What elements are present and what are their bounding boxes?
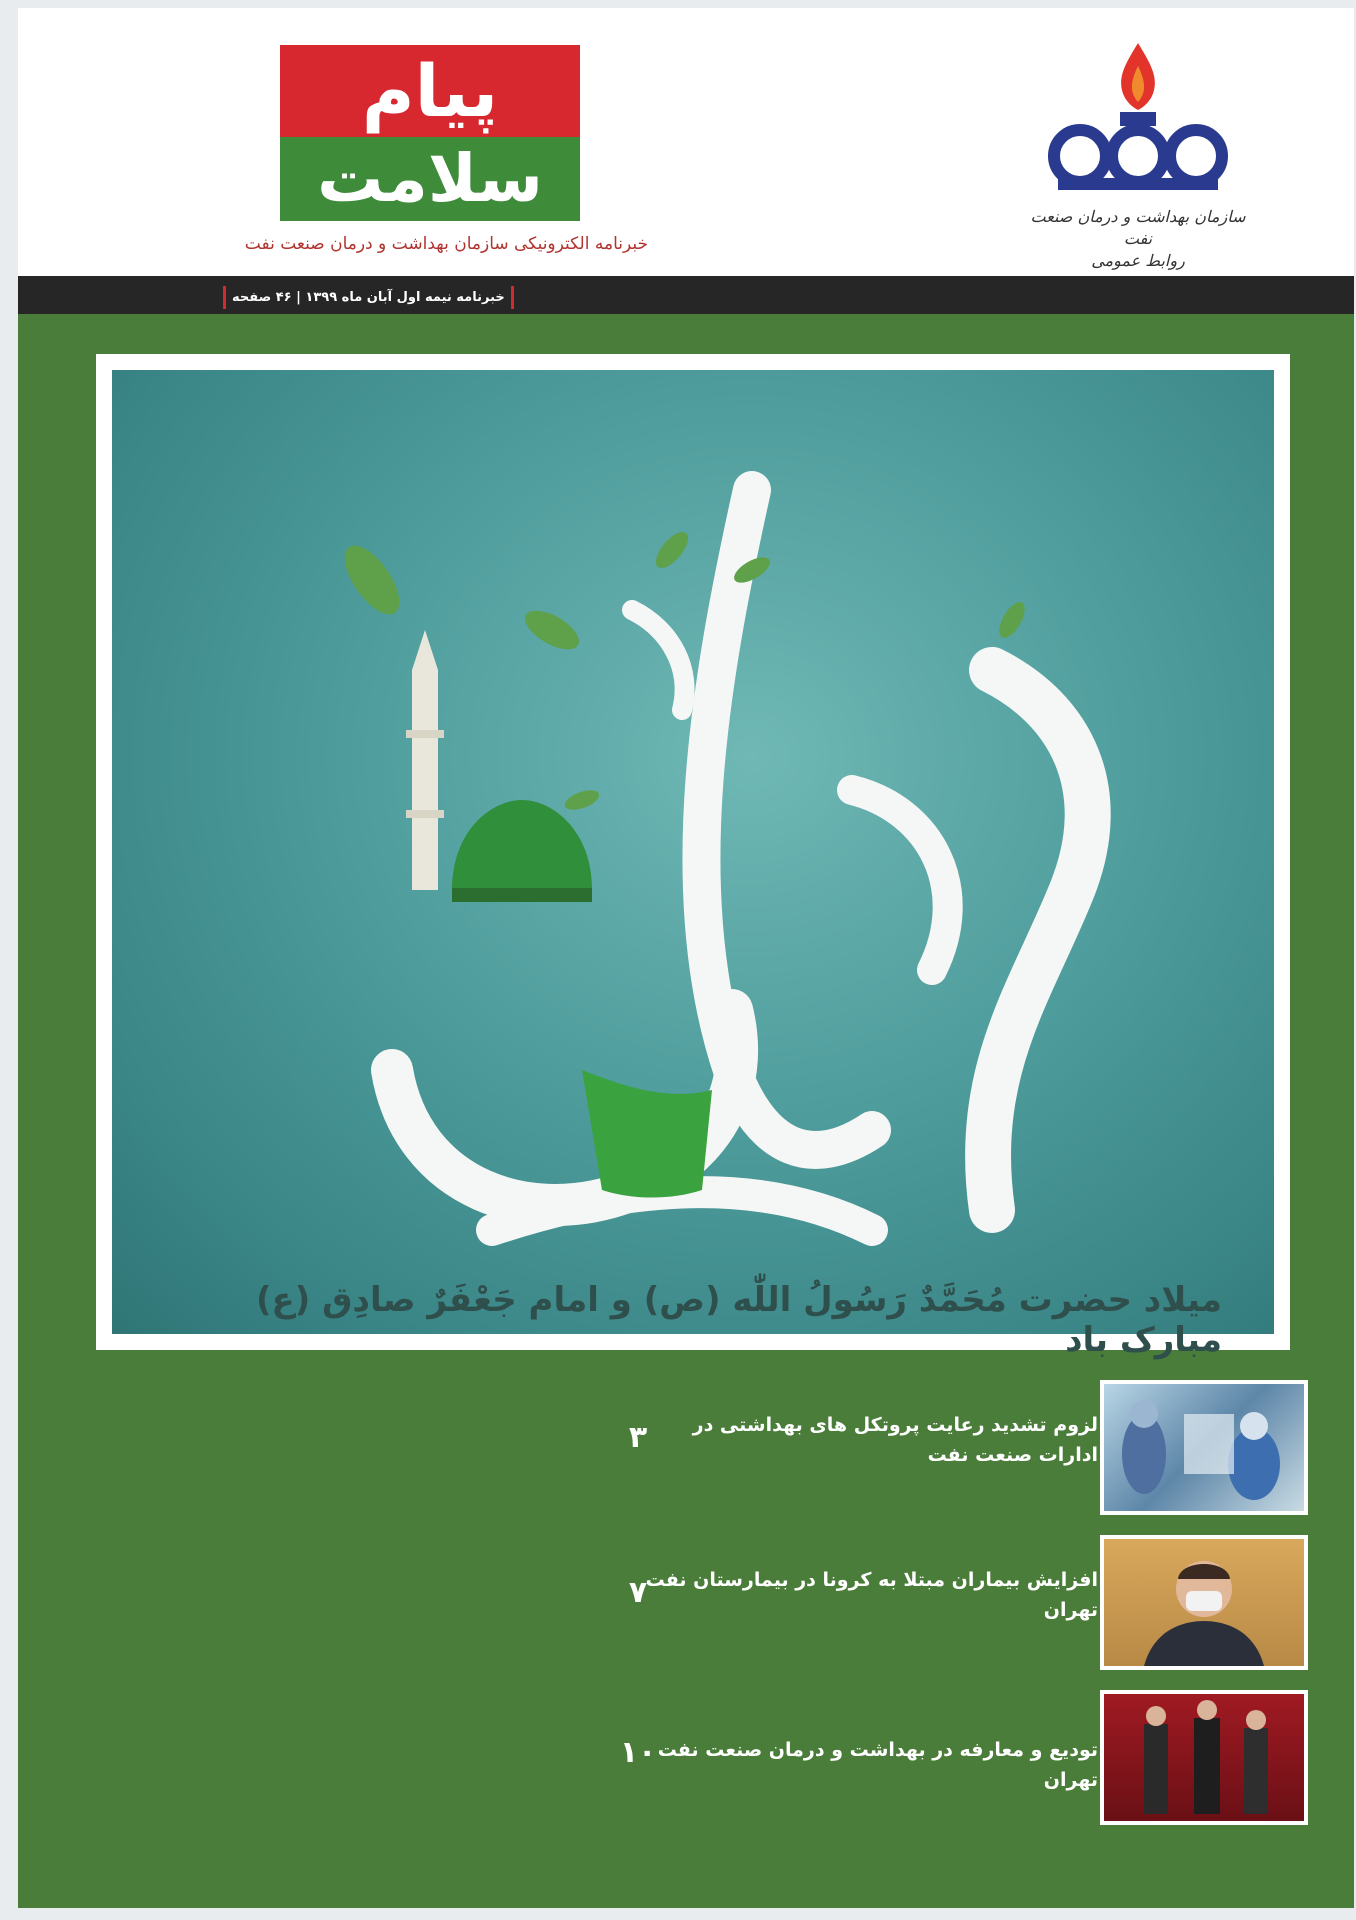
hero-image — [112, 370, 1274, 1360]
logo-caption — [1028, 206, 1248, 272]
issue-strip — [18, 276, 1354, 314]
news-page-number: ۷ — [628, 1575, 648, 1610]
news-item[interactable] — [18, 1380, 1354, 1520]
calligraphy-artwork — [112, 370, 1274, 1334]
header — [18, 8, 1354, 276]
magazine-cover — [18, 8, 1354, 1908]
news-title[interactable]: افزایش بیماران مبتلا به کرونا در بیمارستان نفت تهران — [645, 1569, 1098, 1621]
news-title[interactable]: تودیع و معارفه در بهداشت و درمان صنعت نفت تهران — [657, 1739, 1098, 1791]
ceremony-photo — [1104, 1694, 1304, 1821]
news-page-number: ۱۰ — [619, 1735, 657, 1770]
medical-staff-photo — [1104, 1384, 1304, 1511]
news-page-number: ۳ — [628, 1420, 648, 1455]
issue-info: خبرنامه نیمه اول آبان ماه ۱۳۹۹ | ۴۶ صفحه — [223, 286, 514, 309]
hero-frame — [96, 354, 1290, 1360]
logo-caption-line2: روابط عمومی — [1091, 251, 1185, 270]
masthead-logo — [280, 45, 580, 221]
news-thumbnail — [1100, 1690, 1308, 1825]
portrait-photo — [1104, 1539, 1304, 1666]
masthead-title-bottom: سلامت — [280, 137, 580, 221]
news-item[interactable] — [18, 1535, 1354, 1675]
masthead-subtitle: خبرنامه الکترونیکی سازمان بهداشت و درمان صنعت نفت — [244, 234, 648, 254]
news-thumbnail — [1100, 1380, 1308, 1515]
masthead-title-top: پیام — [280, 45, 580, 137]
hero-caption: میلاد حضرت مُحَمَّدٌ رَسُولُ اللّٰه (ص) و امام جَعْفَرٌ صادِق (ع) مبارک باد — [255, 1280, 1222, 1360]
logo-caption-line1: سازمان بهداشت و درمان صنعت نفت — [1030, 207, 1246, 248]
news-thumbnail — [1100, 1535, 1308, 1670]
news-item[interactable] — [18, 1690, 1354, 1830]
news-title[interactable]: لزوم تشدید رعایت پروتکل های بهداشتی در ادارات صنعت نفت — [692, 1414, 1098, 1466]
